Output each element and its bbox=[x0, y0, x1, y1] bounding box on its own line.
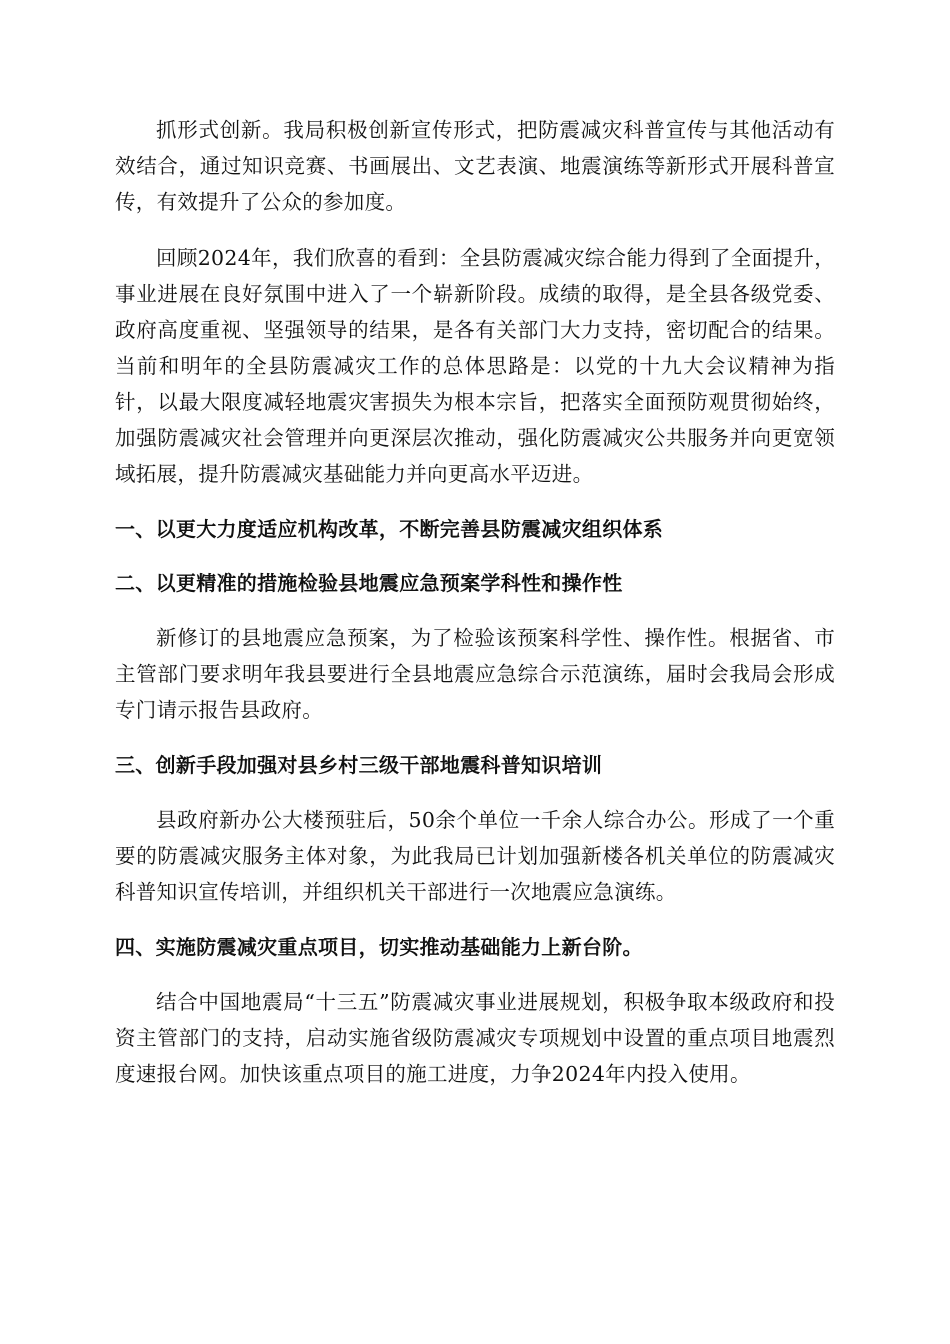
paragraph-form-innovation: 抓形式创新。我局积极创新宣传形式，把防震减灾科普宣传与其他活动有效结合，通过知识竞赛、书画展出、文艺表演、地震演练等新形式开展科普宣传，有效提升了公众的参加度。 bbox=[115, 118, 835, 214]
document-body bbox=[115, 112, 835, 1112]
paragraph-key-project: 结合中国地震局“十三五”防震减灾事业进展规划，积极争取本级政府和投资主管部门的支持，启动实施省级防震减灾专项规划中设置的重点项目地震烈度速报台网。加快该重点项目的施工进度，力争2024年内投入使用。 bbox=[115, 990, 835, 1086]
heading-section-four: 四、实施防震减灾重点项目，切实推动基础能力上新台阶。 bbox=[115, 935, 643, 959]
paragraph-office-training: 县政府新办公大楼预驻后，50余个单位一千余人综合办公。形成了一个重要的防震减灾服务主体对象，为此我局已计划加强新楼各机关单位的防震减灾科普知识宣传培训，并组织机关干部进行一次地震应急演练。 bbox=[115, 808, 835, 904]
heading-section-one: 一、以更大力度适应机构改革，不断完善县防震减灾组织体系 bbox=[115, 517, 664, 541]
heading-section-three: 三、创新手段加强对县乡村三级干部地震科普知识培训 bbox=[115, 753, 603, 777]
paragraph-emergency-plan: 新修订的县地震应急预案，为了检验该预案科学性、操作性。根据省、市主管部门要求明年我县要进行全县地震应急综合示范演练，届时会我局会形成专门请示报告县政府。 bbox=[115, 626, 835, 722]
heading-section-two: 二、以更精准的措施检验县地震应急预案学科性和操作性 bbox=[115, 571, 623, 595]
paragraph-review-2024: 回顾2024年，我们欣喜的看到：全县防震减灾综合能力得到了全面提升，事业进展在良好氛围中进入了一个崭新阶段。成绩的取得，是全县各级党委、政府高度重视、坚强领导的结果，是各有关部门大力支持，密切配合的结果。当前和明年的全县防震减灾工作的总体思路是：以党的十九大会议精神为指针，以最大限度减轻地震灾害损失为根本宗旨，把落实全面预防观贯彻始终，加强防震减灾社会管理并向更深层次推动，强化防震减灾公共服务并向更宽领域拓展，提升防震减灾基础能力并向更高水平迈进。 bbox=[115, 246, 835, 486]
